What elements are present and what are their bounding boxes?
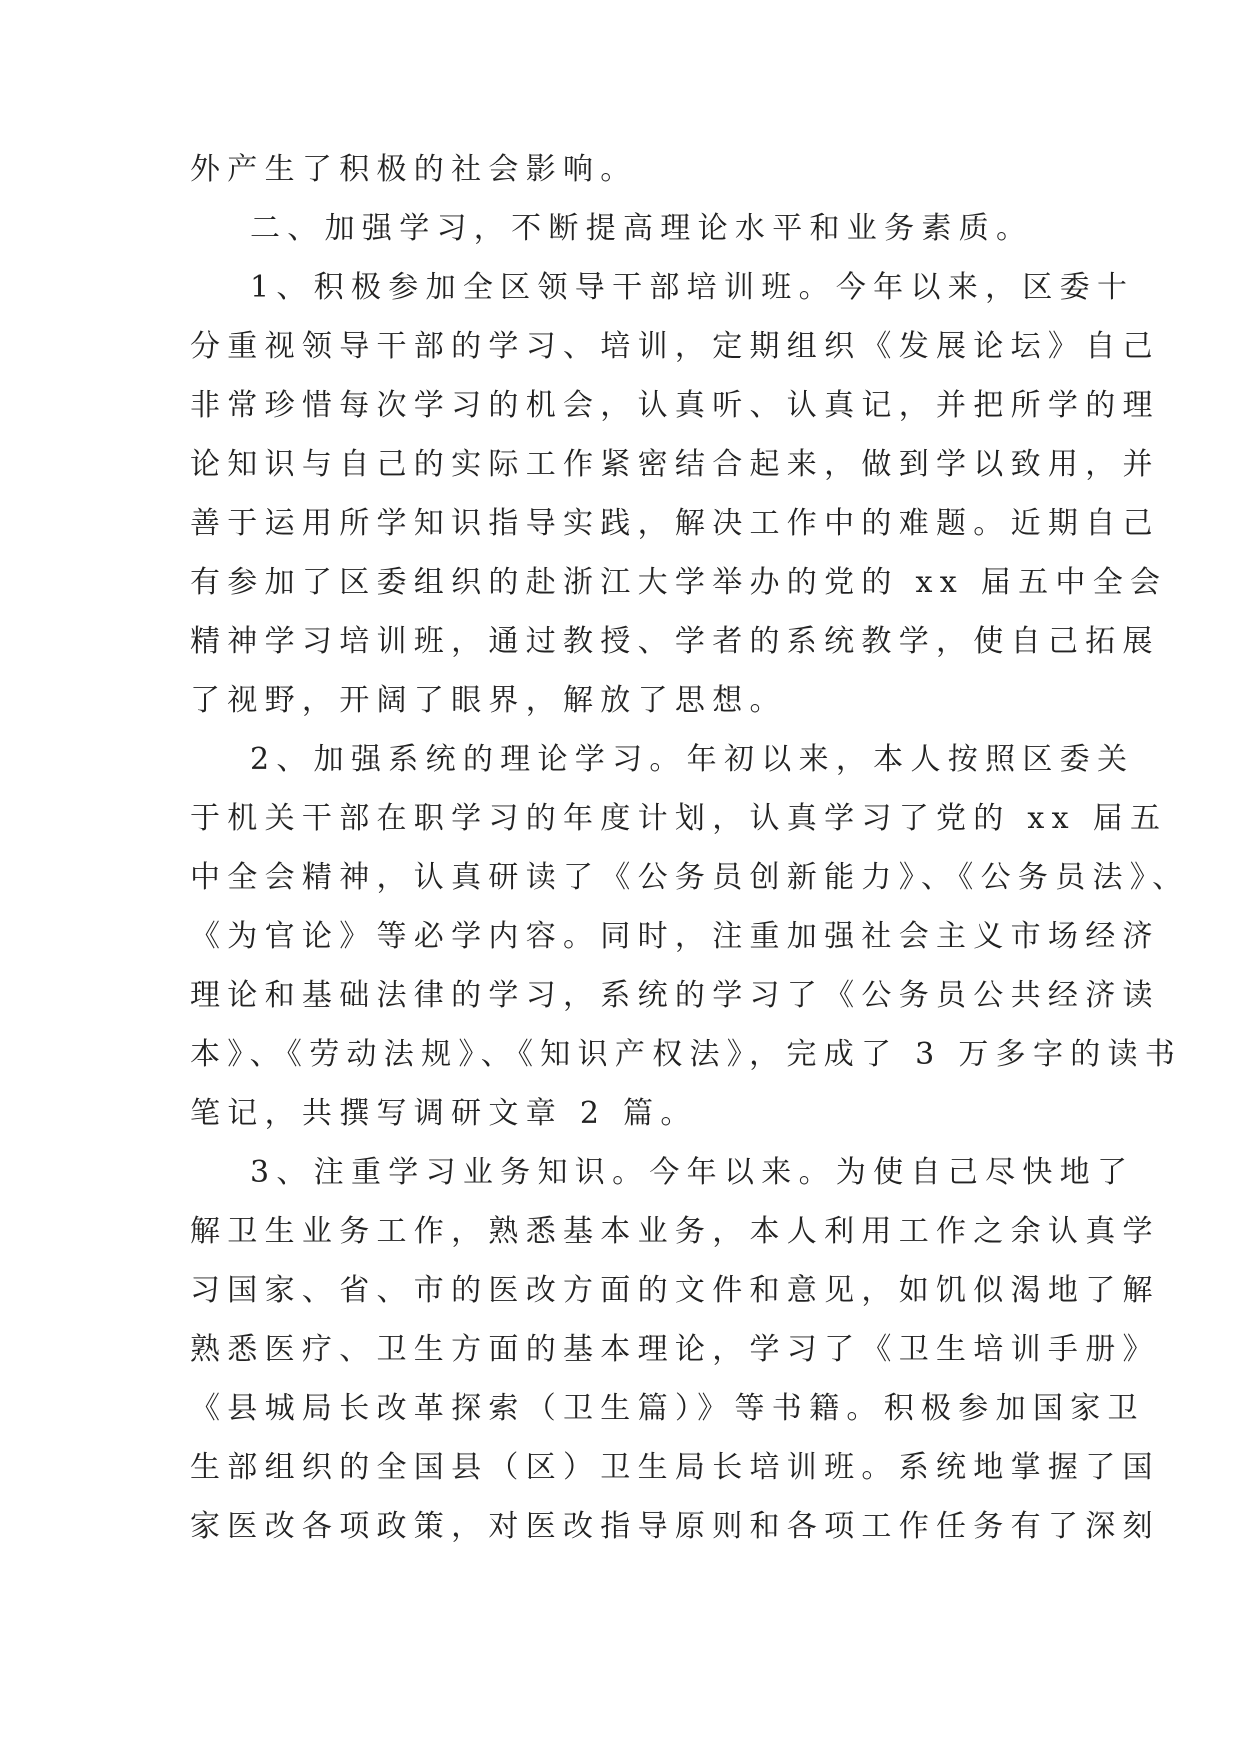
text-line: 2、加强系统的理论学习。年初以来，本人按照区委关 — [250, 742, 1135, 777]
text-line: 家医改各项政策，对医改指导原则和各项工作任务有了深刻 — [190, 1509, 1160, 1544]
text-line: 善于运用所学知识指导实践，解决工作中的难题。近期自己 — [190, 506, 1160, 541]
text-line: 非常珍惜每次学习的机会，认真听、认真记，并把所学的理 — [190, 388, 1160, 423]
text-line: 《为官论》等必学内容。同时，注重加强社会主义市场经济 — [190, 919, 1160, 954]
text-line: 3、注重学习业务知识。今年以来。为使自己尽快地了 — [250, 1155, 1135, 1190]
text-line: 精神学习培训班，通过教授、学者的系统教学，使自己拓展 — [190, 624, 1160, 659]
section-heading: 二、加强学习，不断提高理论水平和业务素质。 — [250, 211, 1034, 246]
text-line: 分重视领导干部的学习、培训，定期组织《发展论坛》自己 — [190, 329, 1160, 364]
text-line: 笔记，共撰写调研文章 2 篇。 — [190, 1096, 698, 1131]
text-line: 1、积极参加全区领导干部培训班。今年以来，区委十 — [250, 270, 1135, 305]
text-line: 中全会精神，认真研读了《公务员创新能力》、《公务员法》、 — [190, 860, 1190, 895]
text-line: 论知识与自己的实际工作紧密结合起来，做到学以致用，并 — [190, 447, 1160, 482]
text-line: 有参加了区委组织的赴浙江大学举办的党的 xx 届五中全会 — [190, 565, 1168, 600]
text-line: 了视野，开阔了眼界，解放了思想。 — [190, 683, 787, 718]
text-line: 解卫生业务工作，熟悉基本业务，本人利用工作之余认真学 — [190, 1214, 1160, 1249]
text-line: 外产生了积极的社会影响。 — [190, 152, 638, 187]
text-line: 《县城局长改革探索（卫生篇）》等书籍。积极参加国家卫 — [190, 1391, 1145, 1426]
text-line: 生部组织的全国县（区）卫生局长培训班。系统地掌握了国 — [190, 1450, 1160, 1485]
text-line: 理论和基础法律的学习，系统的学习了《公务员公共经济读 — [190, 978, 1160, 1013]
text-line: 习国家、省、市的医改方面的文件和意见，如饥似渴地了解 — [190, 1273, 1160, 1308]
text-line: 于机关干部在职学习的年度计划，认真学习了党的 xx 届五 — [190, 801, 1168, 836]
text-line: 熟悉医疗、卫生方面的基本理论，学习了《卫生培训手册》 — [190, 1332, 1160, 1367]
text-line: 本》、《劳动法规》、《知识产权法》，完成了 3 万多字的读书 — [190, 1037, 1183, 1072]
